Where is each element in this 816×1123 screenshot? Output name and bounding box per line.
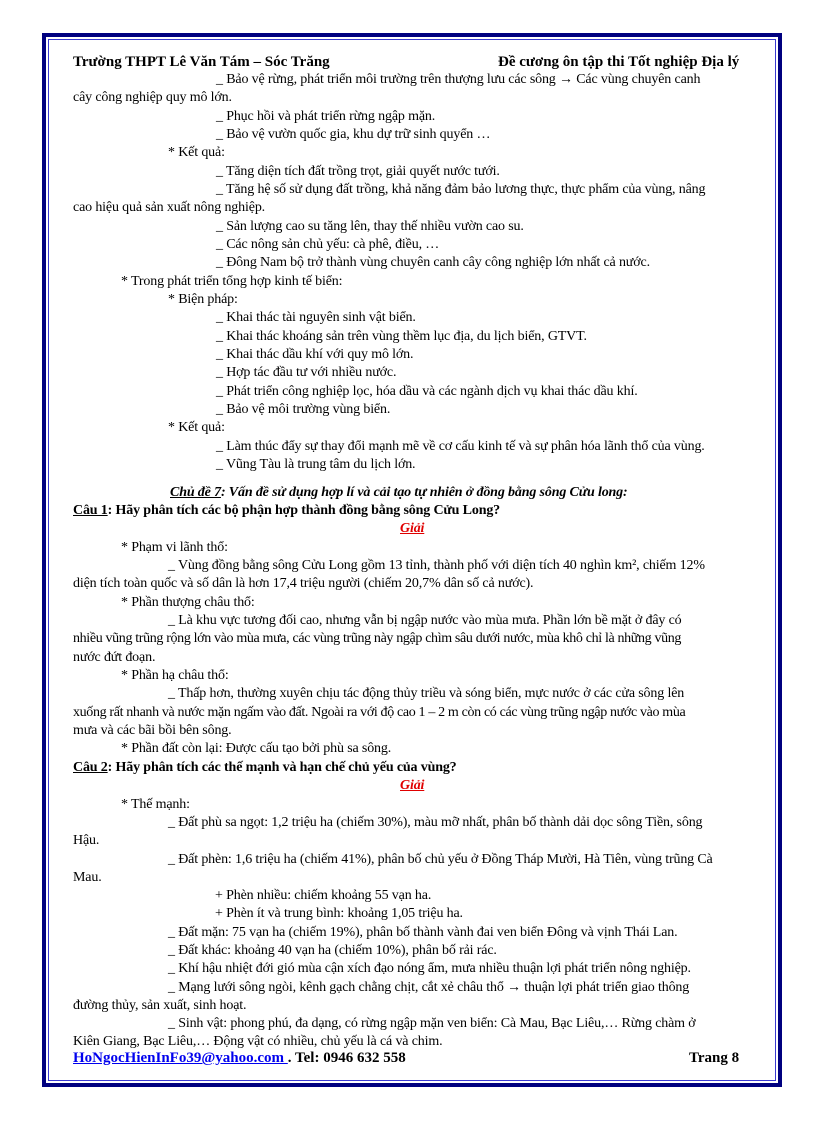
text-line: mưa và các bãi bồi bên sông. [73, 723, 232, 738]
text-line: _ Bảo vệ rừng, phát triển môi trường trên thượng lưu các sông → Các vùng chuyên canh [216, 72, 701, 87]
topic-title: : Vấn đề sử dụng hợp lí và cải tạo tự nhiên ở đồng bằng sông Cửu long: [220, 485, 628, 500]
text-line: * Trong phát triển tổng hợp kinh tế biển: [121, 274, 343, 289]
text-line: _ Phát triển công nghiệp lọc, hóa dầu và các ngành dịch vụ khai thác dầu khí. [216, 384, 638, 399]
footer-contact [73, 1049, 406, 1067]
text-line: _ Khai thác tài nguyên sinh vật biển. [216, 310, 416, 325]
text-line: Hậu. [73, 833, 100, 848]
text-line: _ Mạng lưới sông ngòi, kênh gạch chằng chịt, cắt xẻ châu thổ → thuận lợi phát triển giao thông [168, 980, 690, 995]
text-line: nước đứt đoạn. [73, 650, 156, 665]
text-line: _ Đất khác: khoảng 40 vạn ha (chiếm 10%), phân bố rải rác. [168, 943, 497, 958]
text-line: * Phần đất còn lại: Được cấu tạo bởi phù sa sông. [121, 741, 392, 756]
text-line: _ Tăng hệ số sử dụng đất trồng, khả năng đảm bảo lương thực, thực phẩm của vùng, nâng [216, 182, 706, 197]
question-1-label: Câu 1 [73, 503, 108, 518]
text-line: _ Tăng diện tích đất trồng trọt, giải quyết nước tưới. [216, 164, 500, 179]
text-line: Mau. [73, 870, 102, 885]
text-line: cao hiệu quả sản xuất nông nghiệp. [73, 200, 266, 215]
text-line: _ Khai thác khoáng sản trên vùng thềm lục địa, du lịch biển, GTVT. [216, 329, 587, 344]
text-line: _ Khí hậu nhiệt đới gió mùa cận xích đạo nóng ẩm, mưa nhiều thuận lợi phát triển nông nghiệp. [168, 961, 691, 976]
text-line: * Thế mạnh: [121, 797, 190, 812]
topic-label: Chủ đề 7 [170, 485, 221, 500]
footer-tel: . Tel: 0946 632 558 [287, 1050, 406, 1066]
text-line: _ Bảo vệ môi trường vùng biển. [216, 402, 391, 417]
text-line: _ Phục hồi và phát triển rừng ngập mặn. [216, 109, 436, 124]
text-line: + Phèn ít và trung bình: khoảng 1,05 triệu ha. [215, 906, 463, 921]
text-line: _ Bảo vệ vườn quốc gia, khu dự trữ sinh quyển … [216, 127, 491, 142]
text-line: * Kết quả: [168, 420, 225, 435]
text-line: _ Khai thác dầu khí với quy mô lớn. [216, 347, 414, 362]
text-line: diện tích toàn quốc và số dân là hơn 17,4 triệu người (chiếm 20,7% dân số cả nước). [73, 576, 534, 591]
header-school: Trường THPT Lê Văn Tám – Sóc Trăng [73, 54, 330, 70]
header-subject: Đề cương ôn tập thi Tốt nghiệp Địa lý [498, 54, 740, 70]
text-line: Kiên Giang, Bạc Liêu,… Động vật có nhiều, chủ yếu là cá và chim. [73, 1034, 443, 1049]
text-line: _ Sinh vật: phong phú, đa dạng, có rừng ngập mặn ven biển: Cà Mau, Bạc Liêu,… Rừng chàm ở [168, 1016, 696, 1031]
text-line: * Phạm vi lãnh thổ: [121, 540, 228, 555]
question-1-text: : Hãy phân tích các bộ phận hợp thành đồng bằng sông Cửu Long? [107, 503, 501, 518]
question-2-text: : Hãy phân tích các thế mạnh và hạn chế chủ yếu của vùng? [107, 760, 457, 775]
text-line: _ Các nông sản chủ yếu: cà phê, điều, … [216, 237, 440, 252]
text-line: đường thủy, sản xuất, sinh hoạt. [73, 998, 247, 1013]
text-line: + Phèn nhiều: chiếm khoảng 55 vạn ha. [215, 888, 432, 903]
text-line: _ Đất phù sa ngọt: 1,2 triệu ha (chiếm 30%), màu mỡ nhất, phân bố thành dải dọc sông Tiền, sông [168, 815, 703, 830]
question-2-label: Câu 2 [73, 760, 108, 775]
text-line: xuống rất nhanh và nước mặn ngấm vào đất. Ngoài ra với độ cao 1 – 2 m còn có các vùng trũng ngập nước vào mùa [73, 705, 686, 720]
text-line: cây công nghiệp quy mô lớn. [73, 90, 232, 105]
text-line: * Phần hạ châu thổ: [121, 668, 229, 683]
question-1 [73, 502, 500, 520]
text-line: _ Làm thúc đẩy sự thay đổi mạnh mẽ về cơ cấu kinh tế và sự phân hóa lãnh thổ của vùng. [216, 439, 705, 454]
text-line: * Phần thượng châu thổ: [121, 595, 255, 610]
text-line: _ Thấp hơn, thường xuyên chịu tác động thủy triều và sóng biển, mực nước ở các cửa sông lên [168, 686, 685, 701]
text-line: _ Là khu vực tương đối cao, nhưng vẫn bị ngập nước vào mùa mưa. Phần lớn bề mặt ở đây có [168, 613, 682, 628]
text-line: _ Đất mặn: 75 vạn ha (chiếm 19%), phân bố thành vành đai ven biển Đông và vịnh Thái Lan. [168, 925, 678, 940]
text-line: _ Hợp tác đầu tư với nhiều nước. [216, 365, 397, 380]
text-line: _ Đông Nam bộ trở thành vùng chuyên canh cây công nghiệp lớn nhất cả nước. [216, 255, 650, 270]
text-line: nhiều vũng trũng rộng lớn vào mùa mưa, các vùng trũng này ngập chìm sâu dưới nước, mùa khô chỉ là những vũng [73, 631, 682, 646]
answer-heading-2: Giải [400, 778, 425, 793]
footer-page-number: Trang 8 [689, 1050, 740, 1066]
text-line: _ Vũng Tàu là trung tâm du lịch lớn. [216, 457, 416, 472]
text-line: * Kết quả: [168, 145, 225, 160]
topic-heading [170, 484, 628, 502]
text-line: _ Sản lượng cao su tăng lên, thay thế nhiều vườn cao su. [216, 219, 524, 234]
text-line: * Biện pháp: [168, 292, 238, 307]
text-line: _ Đất phèn: 1,6 triệu ha (chiếm 41%), phân bố chủ yếu ở Đồng Tháp Mười, Hà Tiên, vùng trũng Cà [168, 852, 713, 867]
footer-email-link[interactable]: HoNgocHienInFo39@yahoo.com [73, 1050, 288, 1066]
question-2 [73, 759, 457, 777]
text-line: _ Vùng đồng bằng sông Cửu Long gồm 13 tỉnh, thành phố với diện tích 40 nghìn km², chiếm 12% [168, 558, 705, 573]
answer-heading-1: Giải [400, 521, 425, 536]
